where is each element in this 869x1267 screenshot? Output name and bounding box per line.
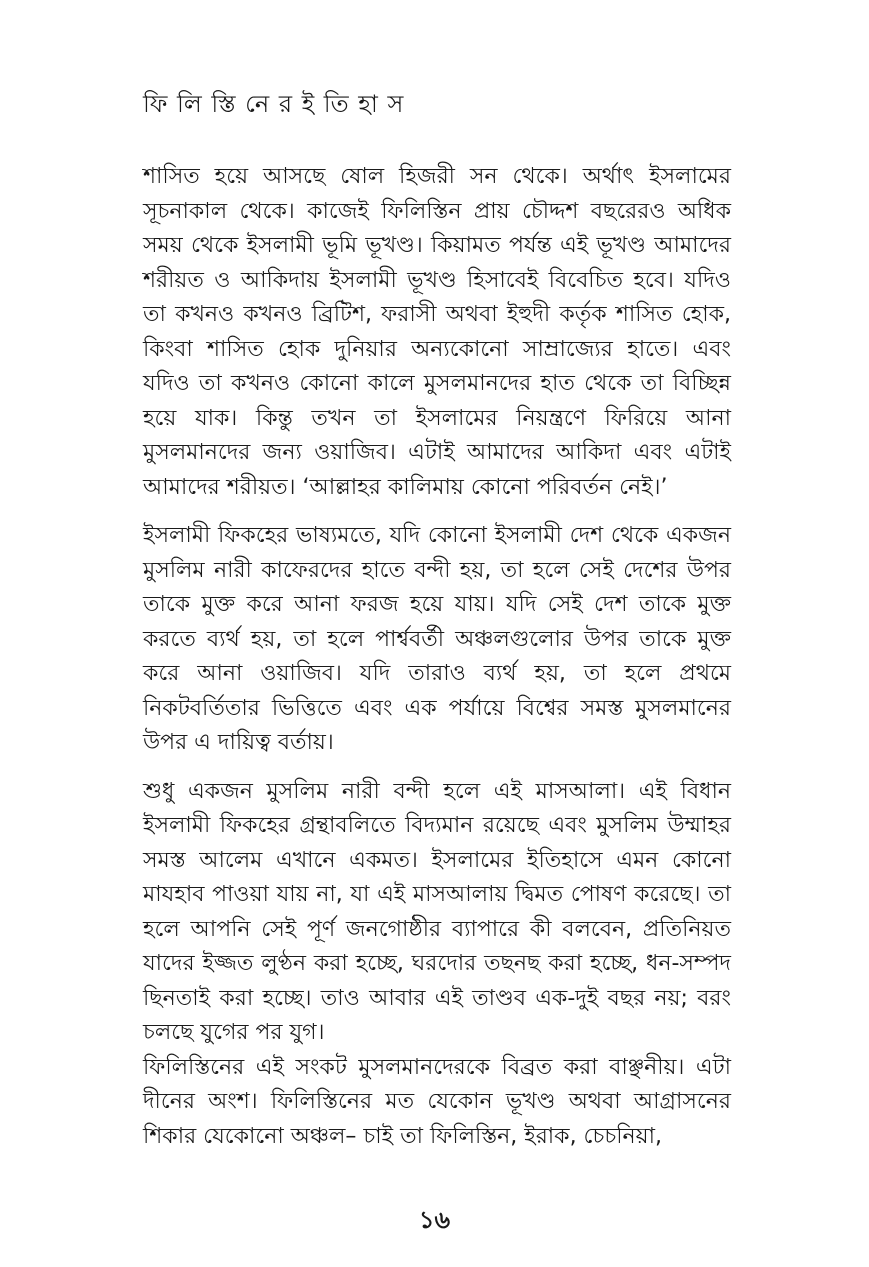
paragraph-1: শাসিত হয়ে আসছে ষোল হিজরী সন থেকে। অর্থাৎ ইসলামের সূচনাকাল থেকে। কাজেই ফিলিস্তিন প্রায় চৌদ্দশ বছরেরও অধিক সময় থেকে ইসলামী ভূমি ভূখণ্ড। কিয়ামত পর্যন্ত এই ভূখণ্ড আমাদের শরীয়ত ও আকিদায় ইসলামী ভূখণ্ড হিসাবেই বিবেচিত হবে। যদিও তা কখনও কখনও ব্রিটিশ, ফরাসী অথবা ইহুদী কর্তৃক শাসিত হোক, কিংবা শাসিত হোক দুনিয়ার অন্যকোনো সাম্রাজ্যের হাতে। এবং যদিও তা কখনও কোনো কালে মুসলমানদের হাত থেকে তা বিচ্ছিন্ন হয়ে যাক। কিন্তু তখন তা ইসলামের নিয়ন্ত্রণে ফিরিয়ে আনা মুসলমানদের জন্য ওয়াজিব। এটাই আমাদের আকিদা এবং এটাই আমাদের শরীয়ত। ‘আল্লাহর কালিমায় কোনো পরিবর্তন নেই।’ — [143, 164, 731, 500]
paragraph-3: শুধু একজন মুসলিম নারী বন্দী হলে এই মাসআলা। এই বিধান ইসলামী ফিকহের গ্রন্থাবলিতে বিদ্যমান রয়েছে এবং মুসলিম উম্মাহর সমস্ত আলেম এখানে একমত। ইসলামের ইতিহাসে এমন কোনো মাযহাব পাওয়া যায় না, যা এই মাসআলায় দ্বিমত পোষণ করেছে। তা হলে আপনি সেই পূর্ণ জনগোষ্ঠীর ব্যাপারে কী বলবেন, প্রতিনিয়ত যাদের ইজ্জত লুণ্ঠন করা হচ্ছে, ঘরদোর তছনছ করা হচ্ছে, ধন-সম্পদ ছিনতাই করা হচ্ছে। তাও আবার এই তাণ্ডব এক-দুই বছর নয়; বরং চলছে যুগের পর যুগ। — [143, 778, 731, 1045]
paragraph-2: ইসলামী ফিকহের ভাষ্যমতে, যদি কোনো ইসলামী দেশ থেকে একজন মুসলিম নারী কাফেরদের হাতে বন্দী হয়, তা হলে সেই দেশের উপর তাকে মুক্ত করে আনা ফরজ হয়ে যায়। যদি সেই দেশ তাকে মুক্ত করতে ব্যর্থ হয়, তা হলে পার্শ্ববর্তী অঞ্চলগুলোর উপর তাকে মুক্ত করে আনা ওয়াজিব। যদি তারাও ব্যর্থ হয়, তা হলে প্রথমে নিকটবর্তিতার ভিত্তিতে এবং এক পর্যায়ে বিশ্বের সমস্ত মুসলমানের উপর এ দায়িত্ব বর্তায়। — [143, 523, 731, 755]
body-text — [143, 160, 731, 1154]
paragraph-4: ফিলিস্তিনের এই সংকট মুসলমানদেরকে বিব্রত করা বাঞ্ছনীয়। এটা দীনের অংশ। ফিলিস্তিনের মত যেকোন ভূখণ্ড অথবা আগ্রাসনের শিকার যেকোনো অঞ্চল– চাই তা ফিলিস্তিন, ইরাক, চেচনিয়া, — [143, 1054, 731, 1149]
page-number: ১৬ — [418, 1206, 451, 1234]
running-head-title: ফি লি স্তি নে র ই তি হা স — [143, 90, 405, 118]
